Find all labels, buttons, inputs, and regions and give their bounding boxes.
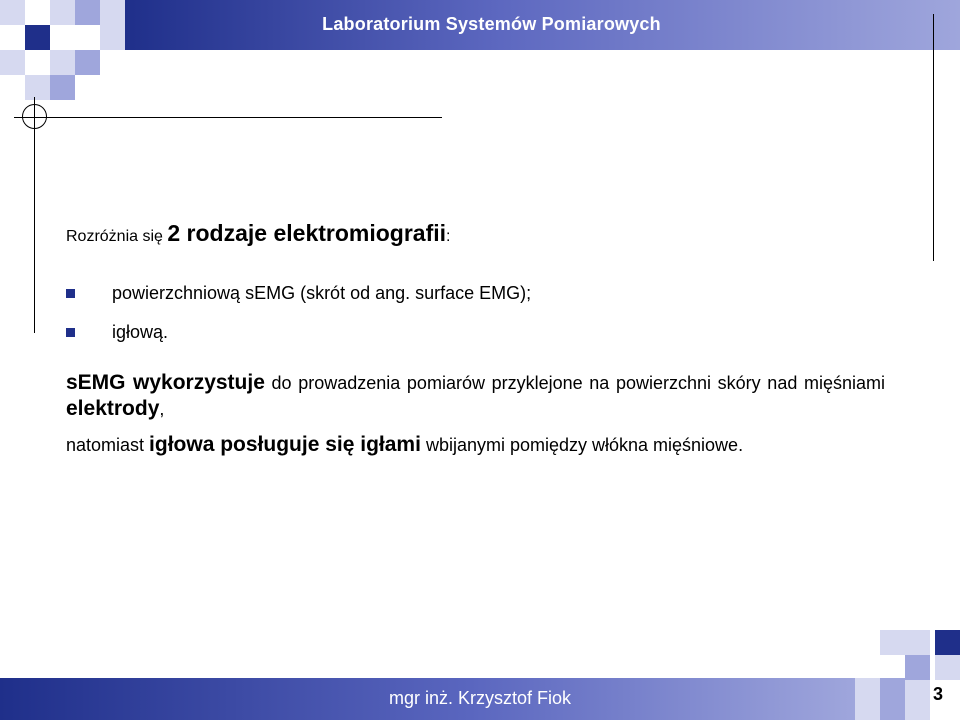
- bold-phrase: igłowa posługuje się igłami: [149, 433, 421, 456]
- deco-square: [100, 25, 125, 50]
- deco-square: [905, 680, 930, 720]
- deco-square: [75, 50, 100, 75]
- paragraph-text: do prowadzenia pomiarów przyklejone na powierzchni skóry nad mięśniami: [264, 373, 886, 393]
- intro-prefix: Rozróżnia się: [66, 228, 168, 245]
- top-horizontal-line: [14, 117, 442, 118]
- deco-square: [50, 0, 75, 25]
- page-number: 3: [933, 684, 944, 704]
- intro-emphasis: 2 rodzaje elektromiografii: [167, 220, 447, 246]
- footer-author: mgr inż. Krzysztof Fiok: [388, 688, 572, 708]
- slide-header-title: Laboratorium Systemów Pomiarowych: [322, 14, 661, 34]
- deco-square: [935, 655, 960, 680]
- deco-square: [880, 678, 905, 720]
- deco-square: [855, 678, 880, 720]
- list-item: [66, 281, 885, 305]
- deco-square: [100, 0, 125, 25]
- paragraph-needle: [66, 432, 885, 458]
- right-vertical-line: [933, 14, 934, 261]
- intro-suffix: :: [446, 228, 451, 245]
- left-vertical-line: [34, 97, 35, 333]
- deco-square: [905, 655, 930, 680]
- deco-square: [25, 75, 50, 100]
- square-bullet-icon: [66, 289, 75, 298]
- deco-square: [935, 630, 960, 655]
- deco-square: [905, 630, 930, 655]
- bold-phrase: sEMG wykorzystuje: [66, 371, 265, 394]
- paragraph-text: wbijanymi pomiędzy włókna mięśniowe.: [420, 435, 744, 455]
- paragraph-text: natomiast: [66, 435, 150, 455]
- deco-square: [0, 0, 25, 25]
- intro-line: [66, 220, 885, 247]
- bold-phrase: elektrody: [66, 397, 160, 420]
- deco-square: [880, 630, 905, 655]
- deco-square: [50, 50, 75, 75]
- paragraph-semg: [66, 370, 885, 422]
- crop-mark-circle: [22, 104, 47, 129]
- square-bullet-icon: [66, 328, 75, 337]
- deco-square: [0, 50, 25, 75]
- deco-square: [25, 25, 50, 50]
- bullet-text: powierzchniową sEMG (skrót od ang. surface EMG);: [112, 283, 532, 303]
- bullet-list: [66, 281, 885, 344]
- deco-square: [75, 0, 100, 25]
- deco-square: [50, 75, 75, 100]
- bullet-text: igłową.: [112, 322, 169, 342]
- list-item: [66, 320, 885, 344]
- slide-body: [66, 220, 885, 458]
- paragraph-text: ,: [159, 399, 165, 419]
